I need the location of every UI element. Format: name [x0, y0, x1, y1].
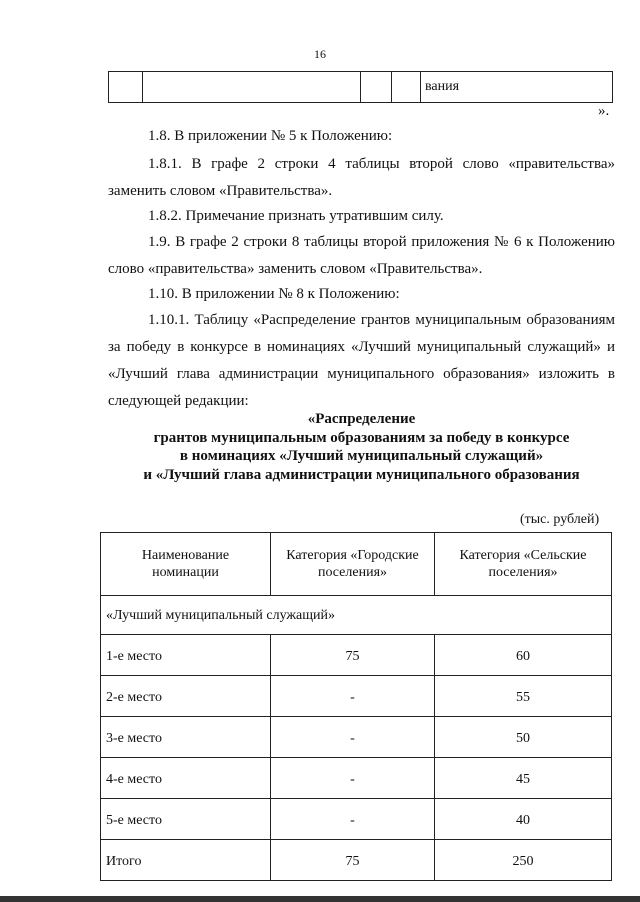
row-label: 4-е место	[101, 758, 271, 799]
table-title-line: и «Лучший глава администрации муниципального образования	[143, 466, 580, 483]
urban-value: -	[271, 717, 435, 758]
row-label: Итого	[101, 840, 271, 881]
table-row	[101, 758, 612, 799]
table-section-row	[101, 596, 612, 635]
table-row	[101, 799, 612, 840]
row-label: 3-е место	[101, 717, 271, 758]
rural-value: 50	[435, 717, 612, 758]
row-label: 5-е место	[101, 799, 271, 840]
table-row	[101, 717, 612, 758]
urban-value: -	[271, 799, 435, 840]
fragment-cell	[392, 72, 421, 103]
paragraph-1-10-1: 1.10.1. Таблицу «Распределение грантов муниципальным образованиям за победу в конкурсе в номинациях «Лучший муниципальный служащий» и «Лучший глава администрации муниципального образования» изложить в следующей редакции:	[108, 312, 615, 409]
urban-value: -	[271, 676, 435, 717]
fragment-cell	[361, 72, 392, 103]
table-title	[108, 410, 615, 484]
table-row	[101, 635, 612, 676]
paragraph-1-10: 1.10. В приложении № 8 к Положению:	[148, 286, 400, 302]
rural-value: 250	[435, 840, 612, 881]
scan-edge	[0, 896, 640, 902]
closing-quote: ».	[598, 103, 610, 119]
grants-table	[100, 532, 612, 881]
section-label: «Лучший муниципальный служащий»	[101, 596, 612, 635]
urban-value: 75	[271, 840, 435, 881]
rural-value: 40	[435, 799, 612, 840]
paragraph-1-8-1: 1.8.1. В графе 2 строки 4 таблицы второй слово «правительства» заменить словом «Правительства».	[108, 156, 615, 199]
header-nomination: Наименование номинации	[101, 533, 271, 596]
table-title-line: «Распределение	[307, 411, 416, 427]
rural-value: 60	[435, 635, 612, 676]
table-row-total	[101, 840, 612, 881]
paragraph-1-8-2: 1.8.2. Примечание признать утратившим силу.	[148, 208, 444, 224]
table-title-line: грантов муниципальным образованиям за победу в конкурсе	[153, 429, 570, 446]
row-label: 1-е место	[101, 635, 271, 676]
fragment-cell	[109, 72, 143, 103]
urban-value: 75	[271, 635, 435, 676]
urban-value: -	[271, 758, 435, 799]
previous-table-fragment	[108, 71, 613, 103]
paragraph-1-8: 1.8. В приложении № 5 к Положению:	[148, 128, 393, 144]
table-row	[101, 676, 612, 717]
fragment-cell	[143, 72, 361, 103]
header-urban: Категория «Городские поселения»	[271, 533, 435, 596]
rural-value: 55	[435, 676, 612, 717]
rural-value: 45	[435, 758, 612, 799]
table-header-row	[101, 533, 612, 596]
header-rural: Категория «Сельские поселения»	[435, 533, 612, 596]
paragraph-1-9: 1.9. В графе 2 строки 8 таблицы второй приложения № 6 к Положению слово «правительства» заменить словом «Правительства».	[108, 234, 615, 277]
page-number: 16	[314, 47, 326, 61]
fragment-cell-last: вания	[421, 72, 613, 103]
units-label: (тыс. рублей)	[520, 512, 600, 527]
table-title-line: в номинациях «Лучший муниципальный служащий»	[179, 448, 544, 464]
row-label: 2-е место	[101, 676, 271, 717]
